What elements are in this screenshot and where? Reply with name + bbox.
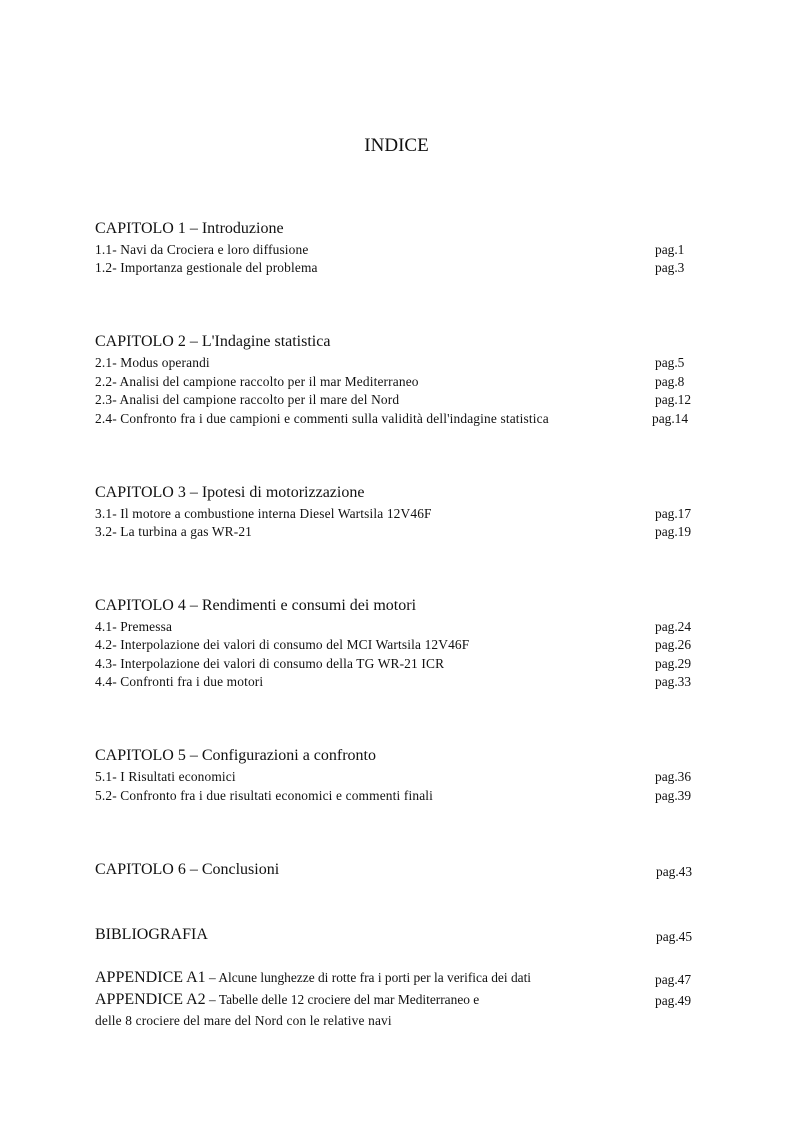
chapter-3-heading: CAPITOLO 3 – Ipotesi di motorizzazione <box>95 484 365 501</box>
section-3-2-page: pag.19 <box>655 524 692 539</box>
section-4-2-page: pag.26 <box>655 637 692 652</box>
section-3-1-page: pag.17 <box>655 506 692 521</box>
section-2-1: 2.1- Modus operandi <box>95 355 210 370</box>
section-3-2: 3.2- La turbina a gas WR-21 <box>95 524 253 539</box>
section-4-4-page: pag.33 <box>655 674 692 689</box>
section-5-2-page: pag.39 <box>655 788 692 803</box>
section-2-4: 2.4- Confronto fra i due campioni e commenti sulla validità dell'indagine statistica <box>95 411 549 426</box>
section-4-3-page: pag.29 <box>655 656 692 671</box>
section-5-2: 5.2- Confronto fra i due risultati economici e commenti finali <box>95 788 434 803</box>
chapter-1-heading: CAPITOLO 1 – Introduzione <box>95 220 284 237</box>
section-5-1: 5.1- I Risultati economici <box>95 769 236 784</box>
section-4-1: 4.1- Premessa <box>95 619 173 634</box>
chapter-6-page: pag.43 <box>656 864 693 879</box>
chapter-6-heading: CAPITOLO 6 – Conclusioni <box>95 861 280 878</box>
section-2-1-page: pag.5 <box>655 355 685 370</box>
section-4-3: 4.3- Interpolazione dei valori di consumo della TG WR-21 ICR <box>95 656 445 671</box>
appendix-a1-page: pag.47 <box>655 972 692 987</box>
section-3-1: 3.1- Il motore a combustione interna Diesel Wartsila 12V46F <box>95 506 432 521</box>
bibliography-heading: BIBLIOGRAFIA <box>95 926 208 943</box>
section-2-2: 2.2- Analisi del campione raccolto per il mar Mediterraneo <box>95 374 419 389</box>
section-1-2: 1.2- Importanza gestionale del problema <box>95 260 318 275</box>
section-1-1-page: pag.1 <box>655 242 685 257</box>
section-2-4-page: pag.14 <box>652 411 689 426</box>
appendix-a2-page: pag.49 <box>655 993 692 1008</box>
appendix-a2: APPENDICE A2 – Tabelle delle 12 crociere del mar Mediterraneo e <box>95 991 480 1008</box>
section-4-2: 4.2- Interpolazione dei valori di consumo del MCI Wartsila 12V46F <box>95 637 470 652</box>
chapter-4-heading: CAPITOLO 4 – Rendimenti e consumi dei motori <box>95 597 417 614</box>
bibliography-page: pag.45 <box>656 929 693 944</box>
section-2-3-page: pag.12 <box>655 392 692 407</box>
appendix-a2-desc-continued: delle 8 crociere del mare del Nord con le relative navi <box>95 1013 392 1028</box>
section-4-4: 4.4- Confronti fra i due motori <box>95 674 264 689</box>
section-2-2-page: pag.8 <box>655 374 685 389</box>
appendix-a1: APPENDICE A1 – Alcune lunghezze di rotte fra i porti per la verifica dei dati <box>95 969 532 986</box>
section-5-1-page: pag.36 <box>655 769 692 784</box>
section-4-1-page: pag.24 <box>655 619 692 634</box>
section-1-1: 1.1- Navi da Crociera e loro diffusione <box>95 242 309 257</box>
section-2-3: 2.3- Analisi del campione raccolto per il mare del Nord <box>95 392 400 407</box>
chapter-2-heading: CAPITOLO 2 – L'Indagine statistica <box>95 333 331 350</box>
section-1-2-page: pag.3 <box>655 260 685 275</box>
chapter-5-heading: CAPITOLO 5 – Configurazioni a confronto <box>95 747 376 764</box>
page-title: INDICE <box>364 135 429 156</box>
